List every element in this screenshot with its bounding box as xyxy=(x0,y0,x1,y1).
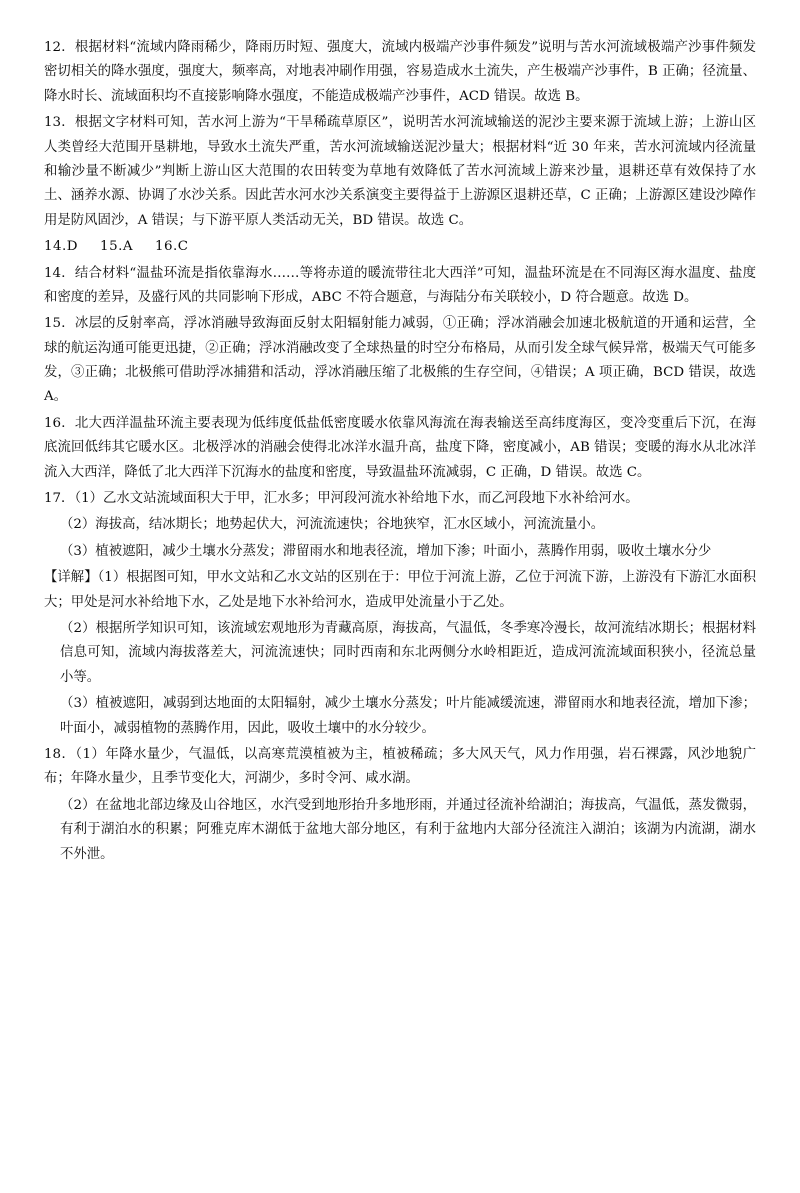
paragraph-q17: 17．（1）乙水文站流域面积大于甲，汇水多；甲河段河流水补给地下水，而乙河段地下水补给河水。 xyxy=(44,491,639,507)
answer-key-line xyxy=(44,235,756,259)
paragraph-q17-explanation: 【详解】（1）根据图可知，甲水文站和乙水文站的区别在于：甲位于河流上游，乙位于河流下游，上游没有下游汇水面积大；甲处是河水补给地下水，乙处是地下水补给河水，造成甲处流量小于乙处。 xyxy=(44,570,756,610)
paragraph-q18-part2: （2）在盆地北部边缘及山谷地区，水汽受到地形抬升多地形雨，并通过径流补给湖泊；海拔高，气温低，蒸发微弱，有利于湖泊水的积累；阿雅克库木湖低于盆地大部分地区，有利于盆地内大部分径流注入湖泊；该湖为内流湖，湖水不外泄。 xyxy=(60,797,756,862)
paragraph-q13: 13．根据文字材料可知，苦水河上游为“干旱稀疏草原区”，说明苦水河流域输送的泥沙主要来源于流域上游；上游山区人类曾经大范围开垦耕地，导致水土流失严重，苦水河流域输送泥沙量大；根据材料“近 30 年来，苦水河流域内径流量和输沙量不断减少”判断上游山区大范围的农田转变为草地有效降低了苦水河流域上游来沙量，退耕还草有效保持了水土、涵养水源、协调了水沙关系。因此苦水河水沙关系演变主要得益于上游源区退耕还草，C 正确；上游源区建设沙障作用是防风固沙，A 错误；与下游平原人类活动无关，BD 错误。故选 C。 xyxy=(44,115,756,228)
paragraph-q17-part3: （3）植被遮阳，减少土壤水分蒸发；滞留雨水和地表径流，增加下渗；叶面小，蒸腾作用弱，吸收土壤水分少 xyxy=(60,543,712,559)
answer-key-14: 14.D xyxy=(44,239,79,255)
paragraph-q12: 12．根据材料“流域内降雨稀少，降雨历时短、强度大，流域内极端产沙事件频发”说明与苦水河流域极端产沙事件频发密切相关的降水强度，强度大，频率高，对地表冲刷作用强，容易造成水土流失，产生极端产沙事件，B 正确；径流量、降水时长、流域面积均不直接影响降水强度，不能造成极端产沙事件，ACD 错误。故选 B。 xyxy=(44,40,756,104)
paragraph-q16: 16．北大西洋温盐环流主要表现为低纬度低盐低密度暖水依靠风海流在海表输送至高纬度海区，变冷变重后下沉，在海底流回低纬其它暖水区。北极浮冰的消融会使得北冰洋水温升高，盐度下降，密度减小，AB 错误；变暖的海水从北冰洋流入大西洋，降低了北大西洋下沉海水的盐度和密度，导致温盐环流减弱，C 正确，D 错误。故选 C。 xyxy=(44,415,756,480)
paragraph-q17-explanation-part2: （2）根据所学知识可知，该流域宏观地形为青藏高原，海拔高，气温低，冬季寒冷漫长，故河流结冰期长；根据材料信息可知，流域内海拔落差大，河流流速快；同时西南和东北两侧分水岭相距近，造成河流流域面积狭小，径流总量小等。 xyxy=(60,620,756,685)
answer-key-15: 15.A xyxy=(100,239,134,255)
paragraph-q17-explanation-part3: （3）植被遮阳，减弱到达地面的太阳辐射，减少土壤水分蒸发；叶片能减缓流速，滞留雨水和地表径流，增加下渗；叶面小，减弱植物的蒸腾作用，因此，吸收土壤中的水分较少。 xyxy=(60,696,756,736)
paragraph-q15: 15．冰层的反射率高，浮冰消融导致海面反射太阳辐射能力减弱，①正确；浮冰消融会加速北极航道的开通和运营，全球的航运沟通可能更迅捷，②正确；浮冰消融改变了全球热量的时空分布格局，从而引发全球气候异常，极端天气可能多发，③正确；北极熊可借助浮冰捕猎和活动，浮冰消融压缩了北极熊的生存空间，④错误；A 项正确，BCD 错误，故选 A。 xyxy=(44,316,756,405)
document-body xyxy=(44,36,756,867)
paragraph-q17-part2: （2）海拔高，结冰期长；地势起伏大，河流流速快；谷地狭窄，汇水区域小，河流流量小。 xyxy=(60,517,605,533)
paragraph-q14: 14．结合材料“温盐环流是指依靠海水……等将赤道的暖流带往北大西洋”可知，温盐环流是在不同海区海水温度、盐度和密度的差异，及盛行风的共同影响下形成，ABC 不符合题意，与海陆分布关联较小，D 符合题意。故选 D。 xyxy=(44,265,756,305)
answer-key-16: 16.C xyxy=(155,239,189,255)
paragraph-q18: 18．（1）年降水量少，气温低，以高寒荒漠植被为主，植被稀疏；多大风天气，风力作用强，岩石裸露，风沙地貌广布；年降水量少，且季节变化大，河湖少，多时令河、咸水湖。 xyxy=(44,746,756,787)
